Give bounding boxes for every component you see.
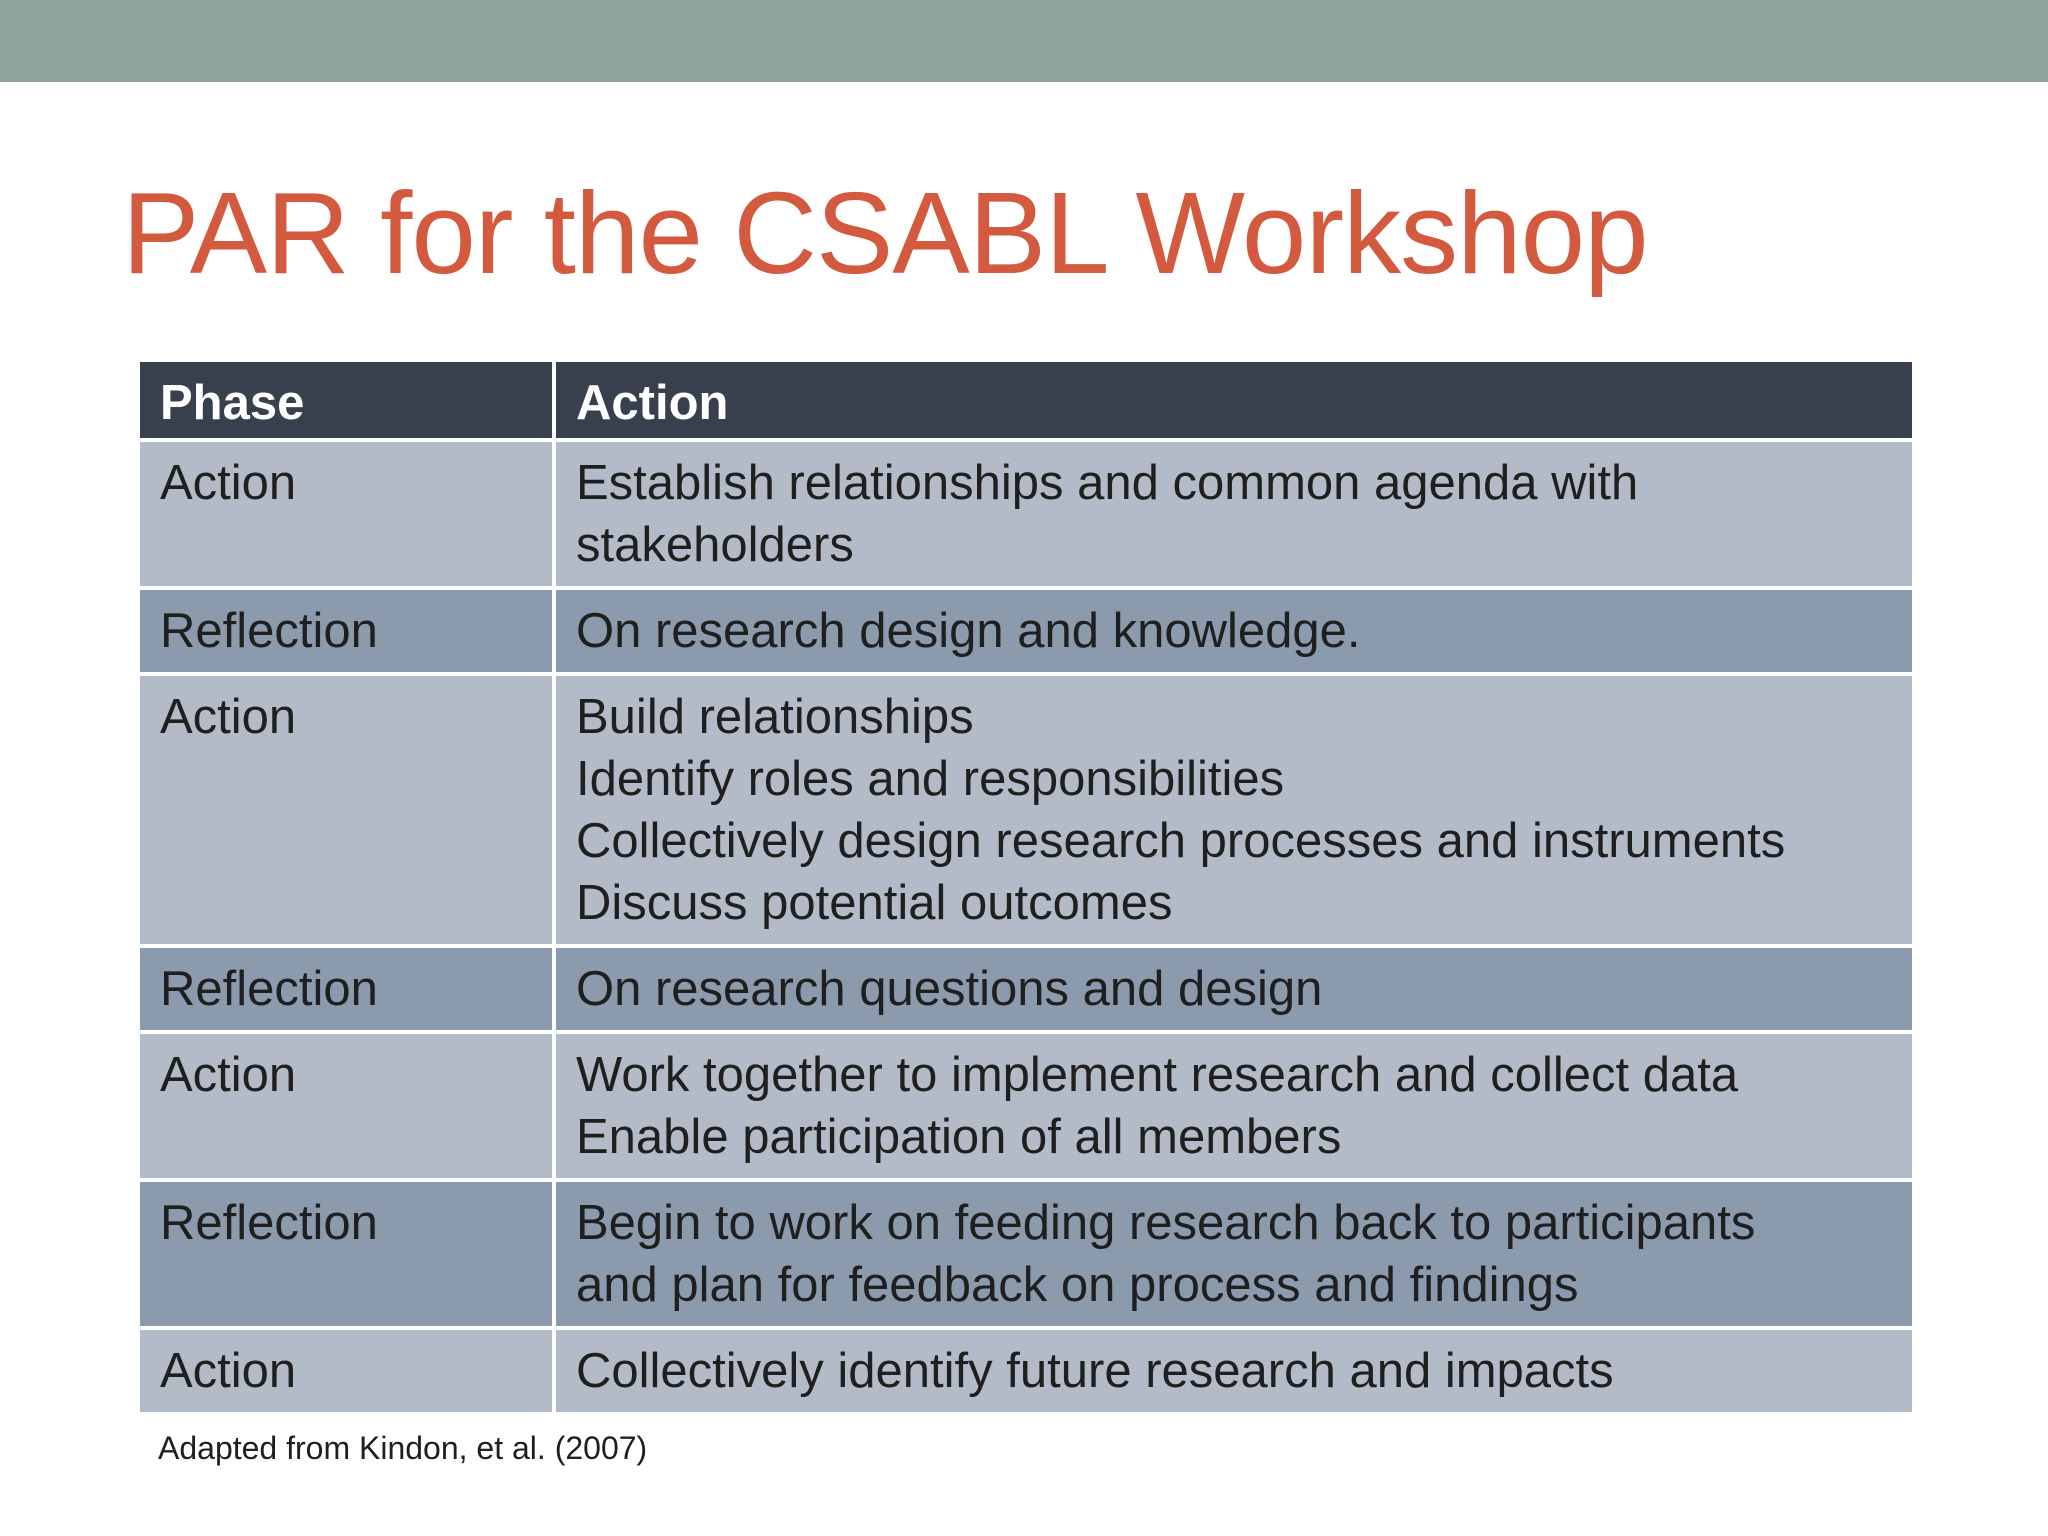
phase-cell: Reflection xyxy=(138,946,554,1032)
action-line: On research design and knowledge. xyxy=(576,604,1361,658)
action-line: Enable participation of all members xyxy=(576,1110,1342,1164)
action-line: Begin to work on feeding research back to participants xyxy=(576,1196,1756,1250)
phase-cell: Reflection xyxy=(138,588,554,674)
action-cell xyxy=(554,440,1914,588)
action-cell xyxy=(554,946,1914,1032)
action-line: Collectively design research processes and instruments xyxy=(576,814,1786,868)
header-phase: Phase xyxy=(138,360,554,440)
table-row xyxy=(138,946,1914,1032)
par-phase-table xyxy=(136,358,1916,1416)
table-row xyxy=(138,440,1914,588)
table-row xyxy=(138,674,1914,946)
action-cell xyxy=(554,588,1914,674)
action-cell xyxy=(554,674,1914,946)
phase-cell: Action xyxy=(138,1032,554,1180)
table-row xyxy=(138,1328,1914,1414)
action-line: Build relationships xyxy=(576,690,974,744)
top-accent-band xyxy=(0,0,2048,82)
phase-cell: Action xyxy=(138,674,554,946)
slide-title: PAR for the CSABL Workshop xyxy=(122,168,1648,298)
action-line: Collectively identify future research and impacts xyxy=(576,1344,1614,1398)
table-row xyxy=(138,1032,1914,1180)
table-row xyxy=(138,588,1914,674)
action-line: Establish relationships and common agenda with xyxy=(576,456,1639,510)
action-cell xyxy=(554,1328,1914,1414)
header-action: Action xyxy=(554,360,1914,440)
action-cell xyxy=(554,1180,1914,1328)
action-line: Work together to implement research and collect data xyxy=(576,1048,1739,1102)
source-citation: Adapted from Kindon, et al. (2007) xyxy=(158,1430,648,1466)
table-header-row xyxy=(138,360,1914,440)
table-row xyxy=(138,1180,1914,1328)
action-line: Identify roles and responsibilities xyxy=(576,752,1285,806)
action-line: and plan for feedback on process and findings xyxy=(576,1258,1579,1312)
action-line: Discuss potential outcomes xyxy=(576,876,1173,930)
phase-cell: Action xyxy=(138,1328,554,1414)
action-line: On research questions and design xyxy=(576,962,1323,1016)
action-line: stakeholders xyxy=(576,518,854,572)
action-cell xyxy=(554,1032,1914,1180)
phase-cell: Action xyxy=(138,440,554,588)
phase-cell: Reflection xyxy=(138,1180,554,1328)
